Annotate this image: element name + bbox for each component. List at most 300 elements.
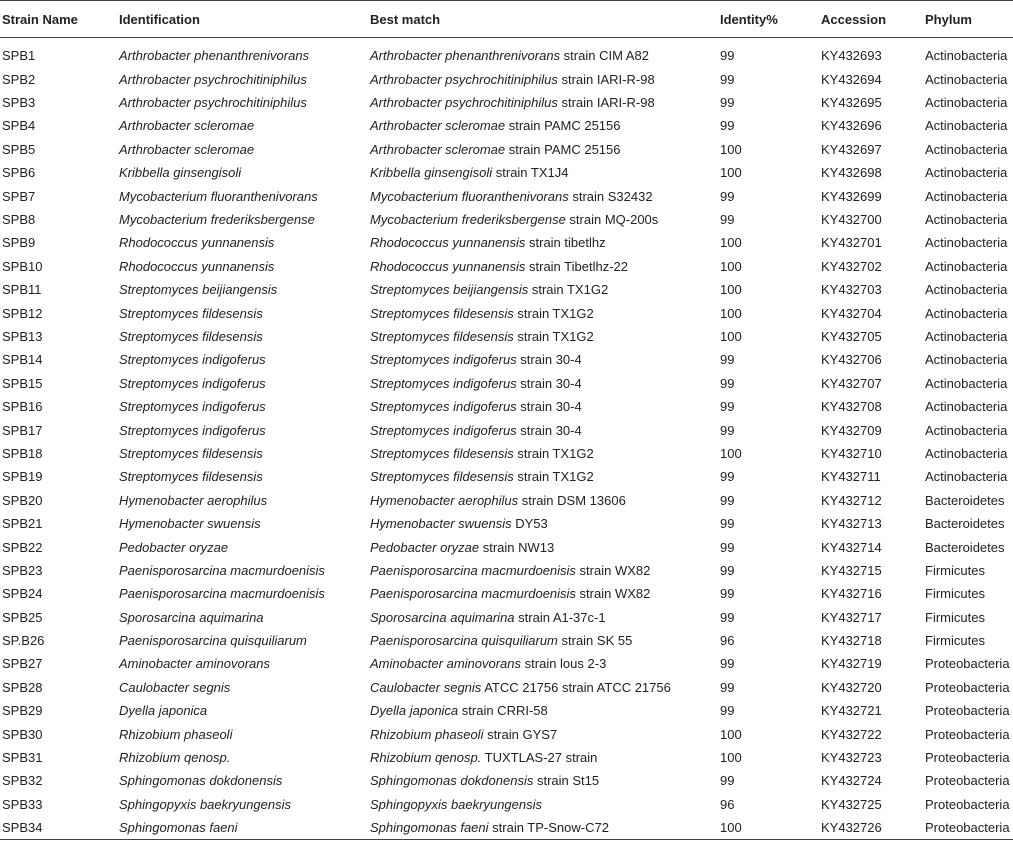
- best-match-species: Paenisporosarcina macmurdoenisis: [370, 586, 576, 602]
- strain-name-cell: SPB12: [2, 305, 43, 321]
- strain-name-cell: SPB18: [2, 445, 43, 461]
- phylum-cell: Bacteroidetes: [925, 492, 1005, 508]
- accession-cell: KY432703: [821, 282, 882, 298]
- accession-cell: KY432711: [821, 469, 881, 485]
- identity-cell: 99: [720, 118, 735, 134]
- identity-cell: 100: [720, 750, 742, 766]
- strain-name-cell: SPB14: [2, 352, 43, 368]
- phylum-cell: Firmicutes: [925, 633, 985, 649]
- best-match-species: Rhodococcus yunnanensis: [370, 258, 526, 274]
- best-match-species: Streptomyces fildesensis: [370, 469, 514, 485]
- identity-cell: 99: [720, 469, 735, 485]
- strain-name-cell: SP.B26: [2, 633, 45, 649]
- strain-name-cell: SPB13: [2, 328, 43, 344]
- best-match-cell: [368, 161, 718, 184]
- identification-cell: Rhodococcus yunnanensis: [119, 235, 275, 251]
- strain-name-cell: SPB25: [2, 609, 43, 625]
- identity-cell: 99: [720, 399, 735, 415]
- best-match-strain: ATCC 21756 strain ATCC 21756: [481, 679, 671, 695]
- strain-name-cell: SPB8: [2, 212, 36, 228]
- table-row: [0, 816, 1013, 839]
- accession-cell: KY432706: [821, 352, 882, 368]
- phylum-cell: Firmicutes: [925, 609, 985, 625]
- identity-cell: 99: [720, 375, 735, 391]
- accession-cell: KY432707: [821, 375, 882, 391]
- accession-cell: KY432698: [821, 165, 882, 181]
- best-match-species: Hymenobacter aerophilus: [370, 492, 519, 508]
- best-match-species: Mycobacterium fluoranthenivorans: [370, 188, 569, 204]
- strain-name-cell: SPB11: [2, 282, 42, 298]
- strain-name-cell: SPB2: [2, 71, 36, 87]
- phylum-cell: Actinobacteria: [925, 212, 1008, 228]
- phylum-cell: Actinobacteria: [925, 305, 1008, 321]
- best-match-species: Dyella japonica: [370, 703, 459, 719]
- identification-cell: Caulobacter segnis: [119, 679, 231, 695]
- phylum-cell: Proteobacteria: [925, 726, 1010, 742]
- header-identification: Identification: [117, 1, 368, 38]
- best-match-species: Streptomyces indigoferus: [370, 399, 517, 415]
- accession-cell: KY432699: [821, 188, 882, 204]
- accession-cell: KY432697: [821, 141, 882, 157]
- table-row: [0, 746, 1013, 769]
- best-match-species: Streptomyces beijiangensis: [370, 282, 529, 298]
- accession-cell: KY432710: [821, 445, 882, 461]
- identification-cell: Aminobacter aminovorans: [119, 656, 271, 672]
- best-match-strain: strain TX1G2: [513, 469, 594, 485]
- identity-cell: 100: [720, 141, 742, 157]
- accession-cell: KY432717: [821, 609, 882, 625]
- best-match-strain: strain GYS7: [483, 726, 558, 742]
- best-match-strain: strain PAMC 25156: [505, 118, 621, 134]
- strain-name-cell: SPB32: [2, 773, 43, 789]
- best-match-strain: TUXTLAS-27 strain: [481, 750, 598, 766]
- best-match-strain: strain 30-4: [516, 422, 582, 438]
- header-best-match: Best match: [368, 1, 718, 38]
- phylum-cell: Actinobacteria: [925, 71, 1008, 87]
- identity-cell: 100: [720, 258, 742, 274]
- identification-cell: Paenisporosarcina macmurdoenisis: [119, 586, 325, 602]
- table-row: [0, 184, 1013, 207]
- accession-cell: KY432716: [821, 586, 882, 602]
- identity-cell: 99: [720, 48, 735, 64]
- best-match-strain: strain Tibetlhz-22: [525, 258, 628, 274]
- best-match-species: Pedobacter oryzae: [370, 539, 480, 555]
- best-match-strain: strain CRRI-58: [458, 703, 548, 719]
- table-row: [0, 325, 1013, 348]
- identity-cell: 99: [720, 703, 735, 719]
- best-match-species: Streptomyces fildesensis: [370, 305, 514, 321]
- strain-name-cell: SPB34: [0, 816, 117, 839]
- best-match-cell: [368, 629, 718, 652]
- identity-cell: 96: [720, 796, 735, 812]
- best-match-strain: strain 30-4: [516, 375, 582, 391]
- best-match-cell: [368, 208, 718, 231]
- best-match-strain: strain TX1G2: [513, 328, 594, 344]
- identification-cell: Streptomyces indigoferus: [119, 375, 266, 391]
- table-row: [0, 372, 1013, 395]
- best-match-strain: strain S32432: [568, 188, 653, 204]
- identification-cell: Paenisporosarcina quisquiliarum: [119, 633, 307, 649]
- identity-cell: 99: [720, 492, 735, 508]
- phylum-cell: Bacteroidetes: [925, 539, 1005, 555]
- header-phylum: Phylum: [923, 1, 1013, 38]
- identity-cell: 100: [720, 328, 742, 344]
- table-row: [0, 582, 1013, 605]
- table-row: [0, 676, 1013, 699]
- best-match-species: Rhizobium phaseoli: [370, 726, 484, 742]
- best-match-strain: strain MQ-200s: [565, 212, 659, 228]
- best-match-species: Hymenobacter swuensis: [370, 516, 512, 532]
- best-match-strain: strain TP-Snow-C72: [488, 819, 609, 835]
- best-match-species: Arthrobacter scleromae: [370, 141, 506, 157]
- best-match-cell: [368, 793, 718, 816]
- identification-cell: Arthrobacter psychrochitiniphilus: [119, 71, 307, 87]
- phylum-cell: Actinobacteria: [925, 165, 1008, 181]
- strain-name-cell: SPB9: [2, 235, 36, 251]
- phylum-cell: Actinobacteria: [925, 258, 1008, 274]
- best-match-cell: [368, 38, 718, 68]
- best-match-species: Aminobacter aminovorans: [370, 656, 522, 672]
- phylum-cell: Actinobacteria: [925, 118, 1008, 134]
- best-match-species: Arthrobacter phenanthrenivorans: [370, 48, 561, 64]
- identification-cell: Streptomyces indigoferus: [119, 352, 266, 368]
- identification-cell: Streptomyces fildesensis: [119, 328, 263, 344]
- accession-cell: KY432696: [821, 118, 882, 134]
- strain-name-cell: SPB22: [2, 539, 43, 555]
- best-match-species: Caulobacter segnis: [370, 679, 482, 695]
- phylum-cell: Actinobacteria: [925, 188, 1008, 204]
- strain-name-cell: SPB23: [2, 562, 43, 578]
- table-row: [0, 699, 1013, 722]
- strain-name-cell: SPB6: [2, 165, 36, 181]
- identification-cell: Sphingopyxis baekryungensis: [119, 796, 291, 812]
- identity-cell: 99: [720, 352, 735, 368]
- accession-cell: KY432701: [821, 235, 882, 251]
- best-match-strain: strain TX1G2: [513, 305, 594, 321]
- best-match-species: Sphingomonas faeni: [370, 819, 489, 835]
- best-match-cell: [368, 184, 718, 207]
- accession-cell: KY432709: [821, 422, 882, 438]
- strain-name-cell: SPB30: [2, 726, 43, 742]
- strain-name-cell: SPB7: [2, 188, 36, 204]
- strain-name-cell: SPB33: [2, 796, 43, 812]
- strain-name-cell: SPB15: [2, 375, 43, 391]
- table-row: [0, 278, 1013, 301]
- phylum-cell: Actinobacteria: [925, 422, 1008, 438]
- best-match-cell: [368, 301, 718, 324]
- best-match-cell: [368, 231, 718, 254]
- phylum-cell: Proteobacteria: [925, 703, 1010, 719]
- best-match-species: Sphingopyxis baekryungensis: [370, 796, 542, 812]
- accession-cell: KY432695: [821, 95, 882, 111]
- table-row: [0, 114, 1013, 137]
- identification-cell: Streptomyces indigoferus: [119, 422, 266, 438]
- best-match-strain: DY53: [511, 516, 548, 532]
- identity-cell: 96: [720, 633, 735, 649]
- best-match-cell: [368, 255, 718, 278]
- phylum-cell: Firmicutes: [925, 562, 985, 578]
- best-match-species: Arthrobacter scleromae: [370, 118, 506, 134]
- best-match-cell: [368, 722, 718, 745]
- table-row: [0, 91, 1013, 114]
- best-match-species: Arthrobacter psychrochitiniphilus: [370, 95, 558, 111]
- identification-cell: Rhizobium phaseoli: [119, 726, 233, 742]
- accession-cell: KY432723: [821, 750, 882, 766]
- phylum-cell: Proteobacteria: [925, 656, 1010, 672]
- best-match-strain: strain WX82: [575, 586, 651, 602]
- phylum-cell: Actinobacteria: [925, 375, 1008, 391]
- identity-cell: 99: [720, 773, 735, 789]
- phylum-cell: Actinobacteria: [925, 399, 1008, 415]
- identity-cell: 100: [720, 235, 742, 251]
- phylum-cell: Actinobacteria: [925, 141, 1008, 157]
- best-match-species: Paenisporosarcina macmurdoenisis: [370, 562, 576, 578]
- table-row: [0, 535, 1013, 558]
- identification-cell: Streptomyces beijiangensis: [119, 282, 278, 298]
- table-row: [0, 652, 1013, 675]
- best-match-strain: strain TX1G2: [528, 282, 609, 298]
- accession-cell: KY432693: [821, 48, 882, 64]
- identification-cell: Arthrobacter scleromae: [119, 118, 255, 134]
- best-match-species: Streptomyces indigoferus: [370, 352, 517, 368]
- identification-cell: Paenisporosarcina macmurdoenisis: [119, 562, 325, 578]
- best-match-strain: strain tibetlhz: [525, 235, 606, 251]
- best-match-cell: [368, 325, 718, 348]
- table-row: [0, 512, 1013, 535]
- strain-name-cell: SPB27: [2, 656, 43, 672]
- best-match-cell: [368, 512, 718, 535]
- table-header: [0, 1, 1013, 38]
- identification-cell: Streptomyces indigoferus: [119, 399, 266, 415]
- best-match-strain: strain TX1J4: [492, 165, 569, 181]
- identification-cell: Mycobacterium frederiksbergense: [119, 212, 315, 228]
- best-match-strain: strain lous 2-3: [521, 656, 607, 672]
- best-match-cell: [368, 395, 718, 418]
- accession-cell: KY432724: [821, 773, 882, 789]
- accession-cell: KY432713: [821, 516, 882, 532]
- identity-cell: 100: [718, 816, 819, 839]
- identity-cell: 100: [720, 165, 742, 181]
- table-row: [0, 38, 1013, 68]
- phylum-cell: Actinobacteria: [925, 445, 1008, 461]
- identification-cell: Arthrobacter phenanthrenivorans: [119, 48, 310, 64]
- identification-cell: Sphingomonas faeni: [117, 816, 368, 839]
- identity-cell: 100: [720, 445, 742, 461]
- table-row: [0, 559, 1013, 582]
- phylum-cell: Proteobacteria: [925, 796, 1010, 812]
- table-row: [0, 418, 1013, 441]
- best-match-species: Streptomyces fildesensis: [370, 328, 514, 344]
- table-body: [0, 38, 1013, 840]
- accession-cell: KY432721: [821, 703, 882, 719]
- best-match-strain: strain 30-4: [516, 399, 582, 415]
- accession-cell: KY432715: [821, 562, 882, 578]
- best-match-strain: strain TX1G2: [513, 445, 594, 461]
- strain-name-cell: SPB5: [2, 141, 36, 157]
- identity-cell: 99: [720, 609, 735, 625]
- strain-name-cell: SPB31: [2, 750, 43, 766]
- header-strain-name: Strain Name: [0, 1, 117, 38]
- table-row: [0, 138, 1013, 161]
- identity-cell: 100: [720, 726, 742, 742]
- phylum-cell: Proteobacteria: [925, 679, 1010, 695]
- best-match-cell: [368, 559, 718, 582]
- table-row: [0, 255, 1013, 278]
- identity-cell: 99: [720, 562, 735, 578]
- accession-cell: KY432722: [821, 726, 882, 742]
- best-match-strain: strain A1-37c-1: [514, 609, 606, 625]
- best-match-cell: [368, 582, 718, 605]
- identity-cell: 99: [720, 679, 735, 695]
- header-accession: Accession: [819, 1, 923, 38]
- best-match-cell: [368, 138, 718, 161]
- header-row: [0, 1, 1013, 38]
- best-match-cell: [368, 91, 718, 114]
- identification-cell: Rhodococcus yunnanensis: [119, 258, 275, 274]
- accession-cell: KY432702: [821, 258, 882, 274]
- phylum-cell: Actinobacteria: [925, 95, 1008, 111]
- table-row: [0, 489, 1013, 512]
- strain-name-cell: SPB3: [2, 95, 36, 111]
- best-match-strain: strain St15: [533, 773, 600, 789]
- identity-cell: 100: [720, 282, 742, 298]
- accession-cell: KY432708: [821, 399, 882, 415]
- identity-cell: 100: [720, 305, 742, 321]
- strain-name-cell: SPB1: [2, 48, 36, 64]
- best-match-species: Paenisporosarcina quisquiliarum: [370, 633, 558, 649]
- strain-name-cell: SPB19: [2, 469, 43, 485]
- best-match-cell: [368, 652, 718, 675]
- table-row: [0, 208, 1013, 231]
- table-row: [0, 605, 1013, 628]
- accession-cell: KY432718: [821, 633, 882, 649]
- identity-cell: 99: [720, 71, 735, 87]
- identification-cell: Hymenobacter aerophilus: [119, 492, 268, 508]
- identity-cell: 99: [720, 516, 735, 532]
- identification-cell: Arthrobacter psychrochitiniphilus: [119, 95, 307, 111]
- best-match-cell: [368, 68, 718, 91]
- strain-name-cell: SPB10: [2, 258, 43, 274]
- best-match-cell: [368, 676, 718, 699]
- accession-cell: KY432712: [821, 492, 882, 508]
- table-row: [0, 769, 1013, 792]
- table-row: [0, 629, 1013, 652]
- best-match-cell: [368, 348, 718, 371]
- identification-cell: Arthrobacter scleromae: [119, 141, 255, 157]
- identification-cell: Rhizobium qenosp.: [119, 750, 231, 766]
- best-match-cell: [368, 372, 718, 395]
- identification-cell: Sphingomonas dokdonensis: [119, 773, 283, 789]
- best-match-cell: [368, 114, 718, 137]
- identity-cell: 99: [720, 422, 735, 438]
- identification-cell: Pedobacter oryzae: [119, 539, 229, 555]
- strain-name-cell: SPB24: [2, 586, 43, 602]
- accession-cell: KY432714: [821, 539, 882, 555]
- strain-name-cell: SPB4: [2, 118, 36, 134]
- table-row: [0, 442, 1013, 465]
- best-match-cell: [368, 699, 718, 722]
- phylum-cell: Actinobacteria: [925, 469, 1008, 485]
- table-row: [0, 68, 1013, 91]
- phylum-cell: Actinobacteria: [925, 282, 1008, 298]
- best-match-strain: strain NW13: [479, 539, 555, 555]
- table-row: [0, 793, 1013, 816]
- table-row: [0, 161, 1013, 184]
- identity-cell: 99: [720, 188, 735, 204]
- identity-cell: 99: [720, 656, 735, 672]
- table-row: [0, 348, 1013, 371]
- accession-cell: KY432725: [821, 796, 882, 812]
- table-row: [0, 301, 1013, 324]
- best-match-cell: [368, 418, 718, 441]
- phylum-cell: Actinobacteria: [925, 48, 1008, 64]
- best-match-strain: strain SK 55: [557, 633, 633, 649]
- best-match-species: Streptomyces indigoferus: [370, 375, 517, 391]
- best-match-species: Sporosarcina aquimarina: [370, 609, 515, 625]
- identity-cell: 99: [720, 212, 735, 228]
- best-match-species: Sphingomonas dokdonensis: [370, 773, 534, 789]
- strain-name-cell: SPB28: [2, 679, 43, 695]
- identification-cell: Sporosarcina aquimarina: [119, 609, 264, 625]
- identification-cell: Dyella japonica: [119, 703, 208, 719]
- strain-name-cell: SPB17: [2, 422, 43, 438]
- identification-cell: Mycobacterium fluoranthenivorans: [119, 188, 318, 204]
- best-match-species: Streptomyces indigoferus: [370, 422, 517, 438]
- phylum-cell: Proteobacteria: [925, 773, 1010, 789]
- best-match-cell: [368, 278, 718, 301]
- accession-cell: KY432694: [821, 71, 882, 87]
- best-match-cell: [368, 769, 718, 792]
- identity-cell: 99: [720, 586, 735, 602]
- phylum-cell: Proteobacteria: [923, 816, 1013, 839]
- best-match-strain: strain DSM 13606: [518, 492, 626, 508]
- best-match-strain: strain IARI-R-98: [557, 71, 655, 87]
- table-row: [0, 231, 1013, 254]
- accession-cell: KY432705: [821, 328, 882, 344]
- phylum-cell: Actinobacteria: [925, 328, 1008, 344]
- best-match-species: Rhodococcus yunnanensis: [370, 235, 526, 251]
- accession-cell: KY432700: [821, 212, 882, 228]
- phylum-cell: Bacteroidetes: [925, 516, 1005, 532]
- best-match-strain: strain 30-4: [516, 352, 582, 368]
- phylum-cell: Actinobacteria: [925, 235, 1008, 251]
- accession-cell: KY432726: [819, 816, 923, 839]
- best-match-cell: [368, 535, 718, 558]
- phylum-cell: Firmicutes: [925, 586, 985, 602]
- best-match-strain: strain WX82: [575, 562, 651, 578]
- best-match-species: Rhizobium qenosp.: [370, 750, 482, 766]
- identification-cell: Kribbella ginsengisoli: [119, 165, 242, 181]
- best-match-cell: [368, 816, 718, 839]
- best-match-cell: [368, 605, 718, 628]
- table-row: [0, 465, 1013, 488]
- best-match-cell: [368, 489, 718, 512]
- best-match-strain: strain PAMC 25156: [505, 141, 621, 157]
- best-match-strain: strain IARI-R-98: [557, 95, 655, 111]
- best-match-species: Streptomyces fildesensis: [370, 445, 514, 461]
- identification-cell: Hymenobacter swuensis: [119, 516, 261, 532]
- strain-name-cell: SPB20: [2, 492, 43, 508]
- accession-cell: KY432719: [821, 656, 882, 672]
- phylum-cell: Proteobacteria: [925, 750, 1010, 766]
- accession-cell: KY432704: [821, 305, 882, 321]
- identification-cell: Streptomyces fildesensis: [119, 445, 263, 461]
- identity-cell: 99: [720, 539, 735, 555]
- best-match-species: Arthrobacter psychrochitiniphilus: [370, 71, 558, 87]
- strain-name-cell: SPB21: [2, 516, 43, 532]
- best-match-species: Kribbella ginsengisoli: [370, 165, 493, 181]
- phylum-cell: Actinobacteria: [925, 352, 1008, 368]
